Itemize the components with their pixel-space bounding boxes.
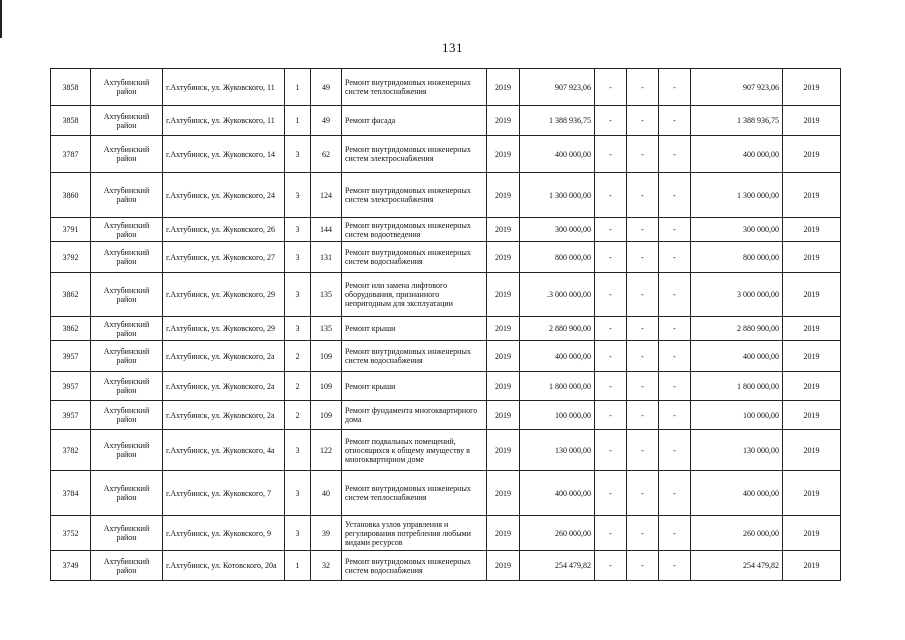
apartments-cell: 32 xyxy=(311,551,342,581)
total-cell: 100 000,00 xyxy=(691,401,783,430)
apartments-cell: 49 xyxy=(311,69,342,106)
year-cell: 2019 xyxy=(487,341,520,372)
final-year-cell: 2019 xyxy=(783,242,841,273)
year-cell: 2019 xyxy=(487,173,520,218)
page-number: 131 xyxy=(442,40,463,55)
dash-cell-3: - xyxy=(659,273,691,317)
group-cell: 1 xyxy=(285,106,311,136)
group-cell: 3 xyxy=(285,273,311,317)
amount-cell: 254 479,82 xyxy=(520,551,595,581)
work-type-cell: Ремонт подвальных помещений, относящихся к общему имуществу в многоквартирном доме xyxy=(342,430,487,471)
district-cell: Ахтубинский район xyxy=(91,136,163,173)
table-row xyxy=(51,471,841,516)
group-cell: 2 xyxy=(285,401,311,430)
group-cell: 3 xyxy=(285,218,311,242)
year-cell: 2019 xyxy=(487,471,520,516)
district-cell: Ахтубинский район xyxy=(91,401,163,430)
amount-cell: 260 000,00 xyxy=(520,516,595,551)
dash-cell-1: - xyxy=(595,106,627,136)
group-cell: 3 xyxy=(285,173,311,218)
group-cell: 3 xyxy=(285,471,311,516)
address-cell: г.Ахтубинск, ул. Жуковского, 2а xyxy=(163,341,285,372)
amount-cell: 1 800 000,00 xyxy=(520,372,595,401)
dash-cell-2: - xyxy=(627,218,659,242)
district-cell: Ахтубинский район xyxy=(91,106,163,136)
table-row xyxy=(51,341,841,372)
dash-cell-2: - xyxy=(627,317,659,341)
dash-cell-3: - xyxy=(659,551,691,581)
apartments-cell: 109 xyxy=(311,372,342,401)
group-cell: 3 xyxy=(285,136,311,173)
year-cell: 2019 xyxy=(487,273,520,317)
year-cell: 2019 xyxy=(487,136,520,173)
amount-cell: 400 000,00 xyxy=(520,341,595,372)
dash-cell-1: - xyxy=(595,401,627,430)
apartments-cell: 40 xyxy=(311,471,342,516)
row-id-cell: 3957 xyxy=(51,401,91,430)
total-cell: 130 000,00 xyxy=(691,430,783,471)
apartments-cell: 49 xyxy=(311,106,342,136)
address-cell: г.Ахтубинск, ул. Жуковского, 26 xyxy=(163,218,285,242)
total-cell: 400 000,00 xyxy=(691,136,783,173)
year-cell: 2019 xyxy=(487,516,520,551)
group-cell: 3 xyxy=(285,516,311,551)
dash-cell-1: - xyxy=(595,173,627,218)
work-type-cell: Ремонт внутридомовых инженерных систем теплоснабжения xyxy=(342,471,487,516)
apartments-cell: 39 xyxy=(311,516,342,551)
dash-cell-2: - xyxy=(627,341,659,372)
year-cell: 2019 xyxy=(487,69,520,106)
dash-cell-3: - xyxy=(659,173,691,218)
row-id-cell: 3858 xyxy=(51,106,91,136)
total-cell: 1 388 936,75 xyxy=(691,106,783,136)
final-year-cell: 2019 xyxy=(783,516,841,551)
table-row xyxy=(51,372,841,401)
apartments-cell: 109 xyxy=(311,341,342,372)
amount-cell: 1 388 936,75 xyxy=(520,106,595,136)
dash-cell-3: - xyxy=(659,341,691,372)
amount-cell: 400 000,00 xyxy=(520,471,595,516)
margin-mark xyxy=(0,0,2,38)
total-cell: 907 923,06 xyxy=(691,69,783,106)
district-cell: Ахтубинский район xyxy=(91,173,163,218)
amount-cell: 907 923,06 xyxy=(520,69,595,106)
work-type-cell: Ремонт внутридомовых инженерных систем водоснабжения xyxy=(342,341,487,372)
dash-cell-2: - xyxy=(627,430,659,471)
table-row xyxy=(51,173,841,218)
district-cell: Ахтубинский район xyxy=(91,273,163,317)
dash-cell-2: - xyxy=(627,551,659,581)
address-cell: г.Ахтубинск, ул. Жуковского, 11 xyxy=(163,69,285,106)
work-type-cell: Установка узлов управления и регулирования потребления любыми видами ресурсов xyxy=(342,516,487,551)
row-id-cell: 3784 xyxy=(51,471,91,516)
final-year-cell: 2019 xyxy=(783,218,841,242)
dash-cell-1: - xyxy=(595,516,627,551)
year-cell: 2019 xyxy=(487,430,520,471)
dash-cell-1: - xyxy=(595,341,627,372)
year-cell: 2019 xyxy=(487,551,520,581)
work-type-cell: Ремонт внутридомовых инженерных систем водоснабжения xyxy=(342,551,487,581)
total-cell: 400 000,00 xyxy=(691,471,783,516)
dash-cell-1: - xyxy=(595,69,627,106)
table-row xyxy=(51,242,841,273)
group-cell: 3 xyxy=(285,430,311,471)
district-cell: Ахтубинский район xyxy=(91,430,163,471)
apartments-cell: 135 xyxy=(311,317,342,341)
work-type-cell: Ремонт фасада xyxy=(342,106,487,136)
dash-cell-1: - xyxy=(595,430,627,471)
dash-cell-1: - xyxy=(595,242,627,273)
table-row xyxy=(51,218,841,242)
amount-cell: 100 000,00 xyxy=(520,401,595,430)
address-cell: г.Ахтубинск, ул. Жуковского, 9 xyxy=(163,516,285,551)
row-id-cell: 3858 xyxy=(51,69,91,106)
work-type-cell: Ремонт крыши xyxy=(342,372,487,401)
row-id-cell: 3957 xyxy=(51,372,91,401)
final-year-cell: 2019 xyxy=(783,430,841,471)
table-row xyxy=(51,551,841,581)
dash-cell-2: - xyxy=(627,401,659,430)
year-cell: 2019 xyxy=(487,242,520,273)
address-cell: г.Ахтубинск, ул. Жуковского, 29 xyxy=(163,273,285,317)
apartments-cell: 122 xyxy=(311,430,342,471)
dash-cell-1: - xyxy=(595,317,627,341)
final-year-cell: 2019 xyxy=(783,173,841,218)
address-cell: г.Ахтубинск, ул. Жуковского, 14 xyxy=(163,136,285,173)
address-cell: г.Ахтубинск, ул. Котовского, 20а xyxy=(163,551,285,581)
capital-repair-table xyxy=(50,68,841,581)
work-type-cell: Ремонт внутридомовых инженерных систем водоотведения xyxy=(342,218,487,242)
apartments-cell: 144 xyxy=(311,218,342,242)
group-cell: 1 xyxy=(285,551,311,581)
total-cell: 2 880 900,00 xyxy=(691,317,783,341)
dash-cell-2: - xyxy=(627,173,659,218)
district-cell: Ахтубинский район xyxy=(91,218,163,242)
total-cell: 300 000,00 xyxy=(691,218,783,242)
district-cell: Ахтубинский район xyxy=(91,341,163,372)
final-year-cell: 2019 xyxy=(783,136,841,173)
row-id-cell: 3791 xyxy=(51,218,91,242)
address-cell: г.Ахтубинск, ул. Жуковского, 11 xyxy=(163,106,285,136)
table-row xyxy=(51,516,841,551)
group-cell: 1 xyxy=(285,69,311,106)
dash-cell-2: - xyxy=(627,516,659,551)
work-type-cell: Ремонт внутридомовых инженерных систем теплоснабжения xyxy=(342,69,487,106)
work-type-cell: Ремонт или замена лифтового оборудования, признанного непригодным для эксплуатации xyxy=(342,273,487,317)
amount-cell: 800 000,00 xyxy=(520,242,595,273)
address-cell: г.Ахтубинск, ул. Жуковского, 24 xyxy=(163,173,285,218)
amount-cell: 2 880 900,00 xyxy=(520,317,595,341)
final-year-cell: 2019 xyxy=(783,273,841,317)
dash-cell-1: - xyxy=(595,372,627,401)
final-year-cell: 2019 xyxy=(783,471,841,516)
table-body xyxy=(51,69,841,581)
dash-cell-2: - xyxy=(627,273,659,317)
work-type-cell: Ремонт внутридомовых инженерных систем электроснабжения xyxy=(342,173,487,218)
row-id-cell: 3787 xyxy=(51,136,91,173)
final-year-cell: 2019 xyxy=(783,372,841,401)
group-cell: 3 xyxy=(285,317,311,341)
work-type-cell: Ремонт внутридомовых инженерных систем электроснабжения xyxy=(342,136,487,173)
year-cell: 2019 xyxy=(487,218,520,242)
year-cell: 2019 xyxy=(487,401,520,430)
district-cell: Ахтубинский район xyxy=(91,372,163,401)
table-row xyxy=(51,401,841,430)
dash-cell-3: - xyxy=(659,242,691,273)
table-row xyxy=(51,273,841,317)
dash-cell-1: - xyxy=(595,551,627,581)
dash-cell-3: - xyxy=(659,136,691,173)
group-cell: 3 xyxy=(285,242,311,273)
row-id-cell: 3862 xyxy=(51,273,91,317)
total-cell: 254 479,82 xyxy=(691,551,783,581)
dash-cell-2: - xyxy=(627,242,659,273)
row-id-cell: 3752 xyxy=(51,516,91,551)
dash-cell-2: - xyxy=(627,471,659,516)
group-cell: 2 xyxy=(285,341,311,372)
dash-cell-3: - xyxy=(659,218,691,242)
work-type-cell: Ремонт внутридомовых инженерных систем водоснабжения xyxy=(342,242,487,273)
final-year-cell: 2019 xyxy=(783,401,841,430)
district-cell: Ахтубинский район xyxy=(91,471,163,516)
row-id-cell: 3782 xyxy=(51,430,91,471)
apartments-cell: 135 xyxy=(311,273,342,317)
dash-cell-2: - xyxy=(627,372,659,401)
address-cell: г.Ахтубинск, ул. Жуковского, 2а xyxy=(163,401,285,430)
table-row xyxy=(51,69,841,106)
row-id-cell: 3860 xyxy=(51,173,91,218)
address-cell: г.Ахтубинск, ул. Жуковского, 2а xyxy=(163,372,285,401)
year-cell: 2019 xyxy=(487,317,520,341)
amount-cell: 130 000,00 xyxy=(520,430,595,471)
row-id-cell: 3862 xyxy=(51,317,91,341)
table-row xyxy=(51,136,841,173)
district-cell: Ахтубинский район xyxy=(91,69,163,106)
total-cell: 3 000 000,00 xyxy=(691,273,783,317)
dash-cell-3: - xyxy=(659,430,691,471)
amount-cell: 1 300 000,00 xyxy=(520,173,595,218)
district-cell: Ахтубинский район xyxy=(91,317,163,341)
amount-cell: 300 000,00 xyxy=(520,218,595,242)
district-cell: Ахтубинский район xyxy=(91,242,163,273)
dash-cell-1: - xyxy=(595,471,627,516)
apartments-cell: 124 xyxy=(311,173,342,218)
final-year-cell: 2019 xyxy=(783,317,841,341)
total-cell: 260 000,00 xyxy=(691,516,783,551)
address-cell: г.Ахтубинск, ул. Жуковского, 27 xyxy=(163,242,285,273)
total-cell: 1 300 000,00 xyxy=(691,173,783,218)
dash-cell-3: - xyxy=(659,106,691,136)
table-row xyxy=(51,106,841,136)
address-cell: г.Ахтубинск, ул. Жуковского, 4а xyxy=(163,430,285,471)
total-cell: 400 000,00 xyxy=(691,341,783,372)
row-id-cell: 3749 xyxy=(51,551,91,581)
dash-cell-3: - xyxy=(659,317,691,341)
amount-cell: .3 000 000,00 xyxy=(520,273,595,317)
amount-cell: 400 000,00 xyxy=(520,136,595,173)
final-year-cell: 2019 xyxy=(783,69,841,106)
apartments-cell: 62 xyxy=(311,136,342,173)
table-row xyxy=(51,430,841,471)
total-cell: 1 800 000,00 xyxy=(691,372,783,401)
total-cell: 800 000,00 xyxy=(691,242,783,273)
dash-cell-1: - xyxy=(595,273,627,317)
dash-cell-3: - xyxy=(659,401,691,430)
final-year-cell: 2019 xyxy=(783,106,841,136)
group-cell: 2 xyxy=(285,372,311,401)
address-cell: г.Ахтубинск, ул. Жуковского, 29 xyxy=(163,317,285,341)
dash-cell-1: - xyxy=(595,136,627,173)
work-type-cell: Ремонт крыши xyxy=(342,317,487,341)
final-year-cell: 2019 xyxy=(783,551,841,581)
dash-cell-3: - xyxy=(659,471,691,516)
apartments-cell: 131 xyxy=(311,242,342,273)
dash-cell-3: - xyxy=(659,69,691,106)
row-id-cell: 3957 xyxy=(51,341,91,372)
work-type-cell: Ремонт фундамента многоквартирного дома xyxy=(342,401,487,430)
address-cell: г.Ахтубинск, ул. Жуковского, 7 xyxy=(163,471,285,516)
district-cell: Ахтубинский район xyxy=(91,551,163,581)
final-year-cell: 2019 xyxy=(783,341,841,372)
dash-cell-2: - xyxy=(627,106,659,136)
district-cell: Ахтубинский район xyxy=(91,516,163,551)
row-id-cell: 3792 xyxy=(51,242,91,273)
dash-cell-1: - xyxy=(595,218,627,242)
year-cell: 2019 xyxy=(487,372,520,401)
dash-cell-3: - xyxy=(659,516,691,551)
table-row xyxy=(51,317,841,341)
dash-cell-3: - xyxy=(659,372,691,401)
apartments-cell: 109 xyxy=(311,401,342,430)
dash-cell-2: - xyxy=(627,69,659,106)
dash-cell-2: - xyxy=(627,136,659,173)
year-cell: 2019 xyxy=(487,106,520,136)
